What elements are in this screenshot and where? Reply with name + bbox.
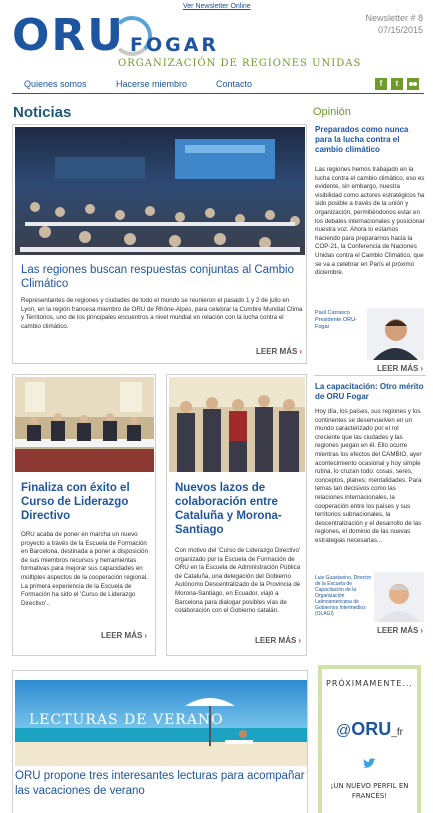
opinion-1-read-more-button[interactable]: LEER MÁS › bbox=[377, 364, 424, 373]
main-nav bbox=[12, 76, 424, 94]
featured-body: Representantes de regiones y ciudades de todo el mundo se reunieron el pasado 1 y 2 de julio en Lyon, en la región francesa miembro de ORU de Rhône-Alpes, para celebrar la Cumbre Mundial Clima y Territorios, uno de los principales encuentros a nivel mundial en relación con la lucha contra el cambio climático. bbox=[21, 297, 303, 330]
opinion-2-headline[interactable]: La capacitación: Otro mérito de ORU Fogar bbox=[315, 382, 424, 401]
chevron-right-icon: › bbox=[144, 631, 148, 640]
nav-item-contacto[interactable]: Contacto bbox=[216, 79, 253, 89]
left-article-headline[interactable]: Finaliza con éxito el Curso de Liderazgo Directivo bbox=[21, 482, 130, 522]
nav-item-hacerse-miembro[interactable]: Hacerse miembro bbox=[116, 79, 188, 89]
oru-fogar-logo[interactable] bbox=[12, 10, 362, 74]
opinion-2-author: Luis Guastavino, Director de la Escuela de Capacitación de la Organización Latinoamericana de Gobiernos Intermedios (OLAGI) bbox=[315, 575, 372, 617]
left-article-card bbox=[12, 374, 156, 656]
author-photo-paul-carrasco bbox=[367, 308, 424, 360]
noticias-title: Noticias bbox=[13, 104, 72, 121]
summer-reading-card bbox=[12, 670, 308, 813]
opinion-1-author: Paúl Carrasco Presidente ORU-Fogar bbox=[315, 310, 357, 330]
newsletter-number: Newsletter # 8 bbox=[365, 13, 423, 23]
opinion-2-body: Hoy día, los países, sus regiones y los continentes se desenvuelven en un mundo caracterizado por el rol creciente que las ciudades y las regiones juegan en él. Ello ocurre mientras los efectos del CAMBIO, ayer acontecimiento ocasional y hoy simple rutina, lo cruzan todo: cosas, seres, conceptos, planes; mentalidades. Para temas tan decisivos como las relaciones internacionales, la cooperación entre los países y sus territorios subnacionales, la descentralización y el desarrollo de las regiones, el dominio de las nuevas estrategias necesarias... bbox=[315, 408, 422, 544]
twitter-bird-icon bbox=[362, 757, 376, 775]
featured-headline[interactable]: Las regiones buscan respuestas conjuntas al Cambio Climático bbox=[21, 264, 294, 290]
logo-tagline: ORGANIZACIÓN DE REGIONES UNIDAS bbox=[118, 58, 362, 69]
summer-banner-text: LECTURAS DE VERANO bbox=[29, 712, 224, 728]
left-article-body: ORU acaba de poner en marcha un nuevo proyecto a través de la Escuela de Formación en Barcelona, destinada a poner a disposición de sus miembros recursos y herramientas formativas para mejorar sus capacidades en múltiples aspectos de la cooperación regional. La primera experiencia de la Escuela de Formación ha sido el 'Curso de Liderazgo Directivo'.. bbox=[21, 531, 148, 607]
opinion-1-headline[interactable]: Preparados como nunca para la lucha contra el cambio climático bbox=[315, 125, 409, 154]
summer-headline[interactable]: ORU propone tres interesantes lecturas para acompañar las vacaciones de verano bbox=[15, 770, 305, 797]
nav-item-quienes-somos[interactable]: Quienes somos bbox=[24, 79, 87, 89]
right-article-headline[interactable]: Nuevos lazos de colaboración entre Cataluña y Morona-Santiago bbox=[175, 482, 282, 536]
twitter-icon[interactable]: t bbox=[391, 78, 403, 90]
featured-article-card bbox=[12, 124, 307, 364]
course-photo[interactable] bbox=[15, 377, 154, 472]
conference-photo[interactable] bbox=[15, 127, 305, 255]
opinion-title: Opinión bbox=[313, 106, 351, 118]
chevron-right-icon: › bbox=[420, 626, 424, 635]
view-online-link[interactable]: Ver Newsletter Online bbox=[183, 3, 251, 10]
chevron-right-icon: › bbox=[299, 347, 303, 356]
newsletter-date: 07/15/2015 bbox=[377, 25, 423, 35]
summer-banner[interactable] bbox=[15, 680, 307, 766]
promo-title: PRÓXIMAMENTE... bbox=[326, 679, 413, 688]
opinion-1-body: Las regiones hemos trabajado en la lucha contra el cambio climático, eso es evidente, sin embargo, nuestra visibilidad como actores estratégicos ha sido posible a través de la unión y organización, permitiéndonos estar en los debates internacionales y posicionar nuestra voz. Ahora lo estamos haciendo para prepararnos hacia la COP-21, la Conferencia de Naciones Unidas contra el Cambio Climático, que se va a celebrar en París el próximo diciembre. bbox=[315, 166, 425, 277]
chevron-right-icon: › bbox=[298, 636, 302, 645]
promo-handle: @ORU_fr bbox=[336, 719, 403, 739]
facebook-icon[interactable]: f bbox=[375, 78, 387, 90]
opinion-2-read-more-button[interactable]: LEER MÁS › bbox=[377, 626, 424, 635]
left-read-more-button[interactable]: LEER MÁS › bbox=[101, 631, 148, 640]
right-article-card bbox=[166, 374, 307, 656]
author-photo-luis-guastavino bbox=[374, 572, 424, 622]
logo-fogar-text: FOGAR bbox=[130, 34, 220, 56]
right-article-body: Con motivo del 'Curso de Liderazgo Directivo' organizado por la Escuela de Formación de ORU en la Escuela de Administración Pública de Cataluña, una delegación del Gobierno Autónomo Descentralizado de la Provincia de Morona-Santiago, en Ecuador, viajó a Barcelona para dialogar posibles vías de colaboración con el Gobierno catalán. bbox=[175, 547, 301, 615]
featured-read-more-button[interactable]: LEER MÁS › bbox=[256, 347, 303, 356]
twitter-promo-box[interactable] bbox=[318, 665, 421, 813]
flickr-icon[interactable] bbox=[407, 78, 419, 90]
chevron-right-icon: › bbox=[420, 364, 424, 373]
logo-oru-text: ORU bbox=[12, 10, 126, 61]
promo-text: ¡UN NUEVO PERFIL EN FRANCÉS! bbox=[330, 782, 409, 800]
delegation-photo[interactable] bbox=[169, 377, 305, 472]
right-read-more-button[interactable]: LEER MÁS › bbox=[255, 636, 302, 645]
sidebar-divider bbox=[314, 375, 426, 376]
